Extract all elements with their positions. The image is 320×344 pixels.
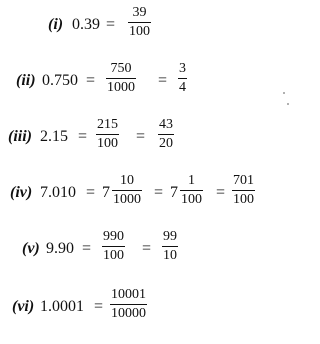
item-v bbox=[0, 228, 298, 268]
item-ii bbox=[0, 60, 298, 100]
decimal-value: 0.750 bbox=[42, 72, 78, 89]
denominator: 20 bbox=[159, 136, 173, 151]
equals-sign: = bbox=[86, 184, 96, 201]
denominator: 100 bbox=[129, 24, 150, 39]
whole-number: 7 bbox=[102, 184, 110, 201]
item-label: (iv) bbox=[10, 184, 33, 201]
numerator: 3 bbox=[179, 61, 186, 76]
denominator: 100 bbox=[181, 192, 202, 207]
equals-sign: = bbox=[86, 72, 96, 89]
fraction bbox=[102, 230, 125, 263]
fraction bbox=[162, 230, 178, 263]
denominator: 10 bbox=[163, 248, 177, 263]
equals-sign: = bbox=[136, 128, 146, 145]
fraction bbox=[106, 62, 136, 95]
equals-sign: = bbox=[216, 184, 226, 201]
fraction bbox=[178, 62, 187, 95]
numerator: 750 bbox=[110, 61, 132, 76]
denominator: 1000 bbox=[113, 192, 141, 207]
fraction bbox=[128, 6, 151, 39]
numerator: 990 bbox=[103, 229, 124, 244]
decimal-value: 1.0001 bbox=[40, 298, 84, 315]
item-label: (v) bbox=[22, 240, 40, 257]
equals-sign: = bbox=[154, 184, 164, 201]
denominator: 100 bbox=[103, 248, 124, 263]
fraction bbox=[180, 174, 203, 207]
item-iii bbox=[0, 116, 298, 156]
item-i bbox=[0, 4, 298, 44]
decimal-value: 7.010 bbox=[40, 184, 76, 201]
fraction bbox=[158, 118, 174, 151]
fraction bbox=[96, 118, 119, 151]
whole-number: 7 bbox=[170, 184, 178, 201]
denominator: 4 bbox=[179, 80, 186, 95]
scan-speck bbox=[287, 103, 289, 105]
item-label: (vi) bbox=[12, 298, 35, 315]
numerator: 10001 bbox=[111, 287, 146, 302]
item-iv bbox=[0, 172, 298, 212]
equals-sign: = bbox=[94, 298, 104, 315]
item-label: (ii) bbox=[16, 72, 36, 89]
numerator: 701 bbox=[233, 173, 254, 188]
numerator: 1 bbox=[188, 173, 195, 188]
decimal-value: 9.90 bbox=[46, 240, 74, 257]
decimal-value: 0.39 bbox=[72, 16, 100, 33]
item-label: (iii) bbox=[8, 128, 32, 145]
equals-sign: = bbox=[158, 72, 168, 89]
decimal-value: 2.15 bbox=[40, 128, 68, 145]
equals-sign: = bbox=[106, 16, 116, 33]
numerator: 99 bbox=[163, 229, 177, 244]
item-vi bbox=[0, 286, 298, 326]
fraction bbox=[110, 288, 147, 321]
equals-sign: = bbox=[78, 128, 88, 145]
numerator: 215 bbox=[97, 117, 118, 132]
denominator: 100 bbox=[233, 192, 254, 207]
scan-speck bbox=[283, 92, 285, 94]
numerator: 39 bbox=[132, 5, 147, 20]
denominator: 1000 bbox=[107, 80, 135, 95]
numerator: 10 bbox=[120, 173, 134, 188]
fraction bbox=[232, 174, 255, 207]
equals-sign: = bbox=[142, 240, 152, 257]
item-label: (i) bbox=[48, 16, 64, 33]
denominator: 10000 bbox=[111, 306, 146, 321]
fraction bbox=[112, 174, 142, 207]
equals-sign: = bbox=[82, 240, 92, 257]
numerator: 43 bbox=[159, 117, 173, 132]
denominator: 100 bbox=[97, 136, 118, 151]
